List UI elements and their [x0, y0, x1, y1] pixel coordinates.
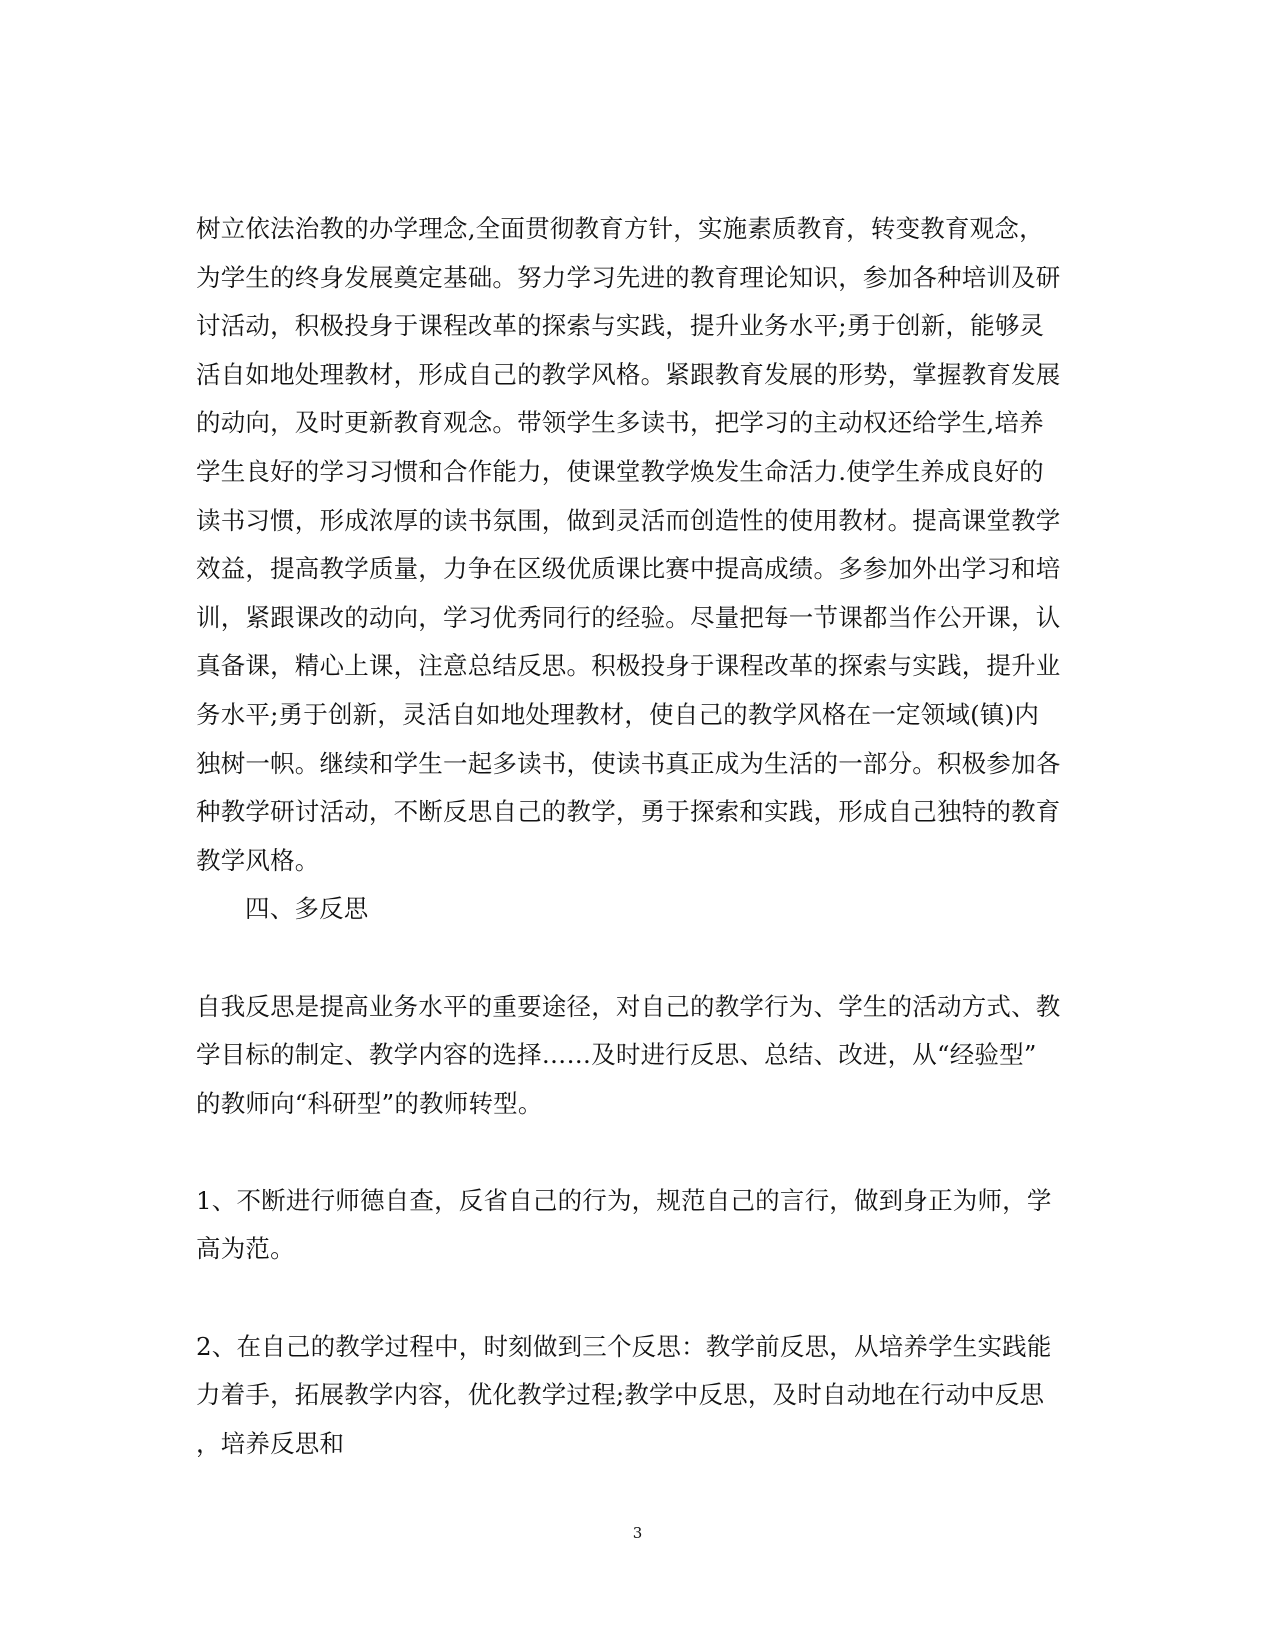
- paragraph-spacer: [196, 1274, 1076, 1323]
- text-line: 学目标的制定、教学内容的选择……及时进行反思、总结、改进，从“经验型”: [196, 1040, 1037, 1070]
- text-line: 真备课，精心上课，注意总结反思。积极投身于课程改革的探索与实践，提升业: [196, 651, 1061, 681]
- text-line: 为学生的终身发展奠定基础。努力学习先进的教育理论知识，参加各种培训及研: [196, 262, 1061, 292]
- text-line: 学生良好的学习习惯和合作能力，使课堂教学焕发生命活力.使学生养成良好的: [196, 456, 1044, 486]
- text-line: 高为范。: [196, 1234, 295, 1264]
- text-line: 的动向，及时更新教育观念。带领学生多读书，把学习的主动权还给学生,培养: [196, 408, 1044, 438]
- text-line: 自我反思是提高业务水平的重要途径，对自己的教学行为、学生的活动方式、教: [196, 991, 1061, 1021]
- section-heading: 四、多反思: [245, 894, 369, 924]
- paragraph-item-2: [196, 1323, 1076, 1469]
- text-line: 2、在自己的教学过程中，时刻做到三个反思：教学前反思，从培养学生实践能: [196, 1331, 1052, 1361]
- page-number: 3: [632, 1524, 643, 1542]
- paragraph-goals: [196, 205, 1076, 885]
- text-line: 读书习惯，形成浓厚的读书氛围，做到灵活而创造性的使用教材。提高课堂教学: [196, 505, 1061, 535]
- paragraph-spacer: [196, 1128, 1076, 1177]
- text-line: 的教师向“科研型”的教师转型。: [196, 1088, 543, 1118]
- text-line: 树立依法治教的办学理念,全面贯彻教育方针，实施素质教育，转变教育观念，: [196, 214, 1044, 243]
- text-line: ，培养反思和: [196, 1428, 345, 1458]
- text-line: 务水平;勇于创新，灵活自如地处理教材，使自己的教学风格在一定领域(镇)内: [196, 699, 1040, 729]
- text-line: 教学风格。: [196, 845, 320, 875]
- text-line: 效益，提高教学质量，力争在区级优质课比赛中提高成绩。多参加外出学习和培: [196, 554, 1061, 584]
- paragraph-spacer: [196, 934, 1076, 983]
- text-line: 力着手，拓展教学内容，优化教学过程;教学中反思，及时自动地在行动中反思: [196, 1380, 1045, 1410]
- text-line: 训，紧跟课改的动向，学习优秀同行的经验。尽量把每一节课都当作公开课，认: [196, 602, 1061, 632]
- text-line: 1、不断进行师德自查，反省自己的行为，规范自己的言行，做到身正为师，学: [196, 1185, 1052, 1215]
- paragraph-item-1: [196, 1177, 1076, 1274]
- text-line: 独树一帜。继续和学生一起多读书，使读书真正成为生活的一部分。积极参加各: [196, 748, 1061, 778]
- text-line: 讨活动，积极投身于课程改革的探索与实践，提升业务水平;勇于创新，能够灵: [196, 311, 1045, 341]
- text-line: 种教学研讨活动，不断反思自己的教学，勇于探索和实践，形成自己独特的教育: [196, 797, 1061, 827]
- text-line: 活自如地处理教材，形成自己的教学风格。紧跟教育发展的形势，掌握教育发展: [196, 359, 1061, 389]
- paragraph-self-reflection: [196, 983, 1076, 1129]
- document-body: [196, 205, 1076, 1468]
